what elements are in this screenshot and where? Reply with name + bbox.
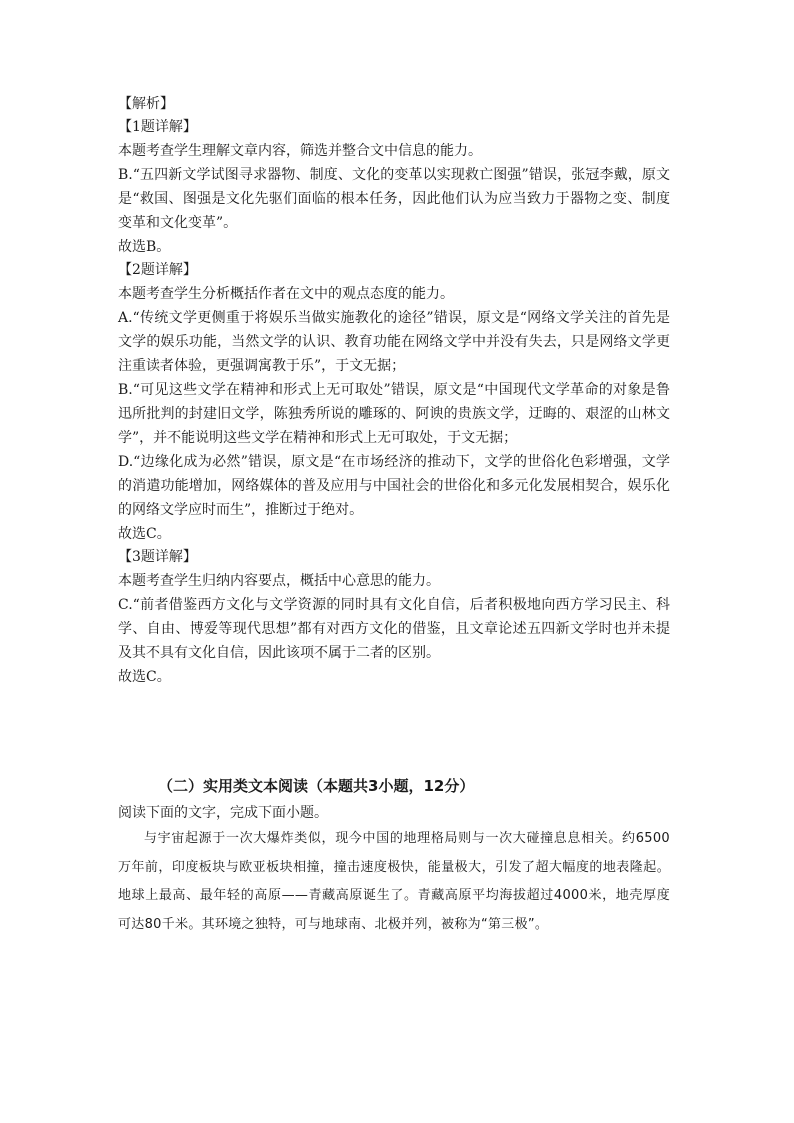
q1-heading: 【1题详解】 [118,119,197,135]
section-spacer [118,689,670,757]
q1-answer: 故选B。 [118,239,171,255]
q2-heading: 【2题详解】 [118,262,197,278]
q3-intro: 本题考查学生归纳内容要点，概括中心意思的能力。 [118,573,440,589]
q2-option-d: D.“边缘化成为必然”错误，原文是“在市场经济的推动下，文学的世俗化色彩增强，文学的消遣功能增加，网络媒体的普及应用与中国社会的世俗化和多元化发展相契合，娱乐化的网络文学应时而生”，推断过于绝对。 [118,454,670,518]
q2-option-a: A.“传统文学更侧重于将娱乐当做实施教化的途径”错误，原文是“网络文学关注的首先是文学的娱乐功能，当然文学的认识、教育功能在网络文学中并没有失去，只是网络文学更注重读者体验，更强调寓教于乐”，于文无据； [118,310,670,374]
q2-answer: 故选C。 [118,526,171,542]
q2-option-b: B.“可见这些文学在精神和形式上无可取处”错误，原文是“中国现代文学革命的对象是鲁迅所批判的封建旧文学，陈独秀所说的雕琢的、阿谀的贵族文学，迂晦的、艰涩的山林文学”，并不能说明这些文学在精神和形式上无可取处，于文无据； [118,382,670,446]
reading-passage: 与宇宙起源于一次大爆炸类似，现今中国的地理格局则与一次大碰撞息息相关。约6500万年前，印度板块与欧亚板块相撞，撞击速度极快，能量极大，引发了超大幅度的地表隆起。地球上最高、最年轻的高原——青藏高原诞生了。青藏高原平均海拔超过4000米，地壳厚度可达80千米。其环境之独特，可与地球南、北极并列，被称为“第三极”。 [118,831,670,932]
q3-option-c: C.“前者借鉴西方文化与文学资源的同时具有文化自信，后者积极地向西方学习民主、科学、自由、博爱等现代思想”都有对西方文化的借鉴，且文章论述五四新文学时也并未提及其不具有文化自信，因此该项不属于二者的区别。 [118,597,670,661]
q3-answer: 故选C。 [118,669,171,685]
section-title: （二）实用类文本阅读（本题共3小题，12分） [158,777,475,795]
q3-heading: 【3题详解】 [118,549,197,565]
document-page [118,93,670,939]
analysis-heading: 【解析】 [118,96,174,112]
section-instruction: 阅读下面的文字，完成下面小题。 [118,805,328,821]
q1-explanation: B.“五四新文学试图寻求器物、制度、文化的变革以实现救亡图强”错误，张冠李戴，原文是“救国、图强是文化先驱们面临的根本任务，因此他们认为应当致力于器物之变、制度变革和文化变革”。 [118,167,670,231]
q2-intro: 本题考查学生分析概括作者在文中的观点态度的能力。 [118,286,454,302]
q1-intro: 本题考查学生理解文章内容，筛选并整合文中信息的能力。 [118,143,482,159]
